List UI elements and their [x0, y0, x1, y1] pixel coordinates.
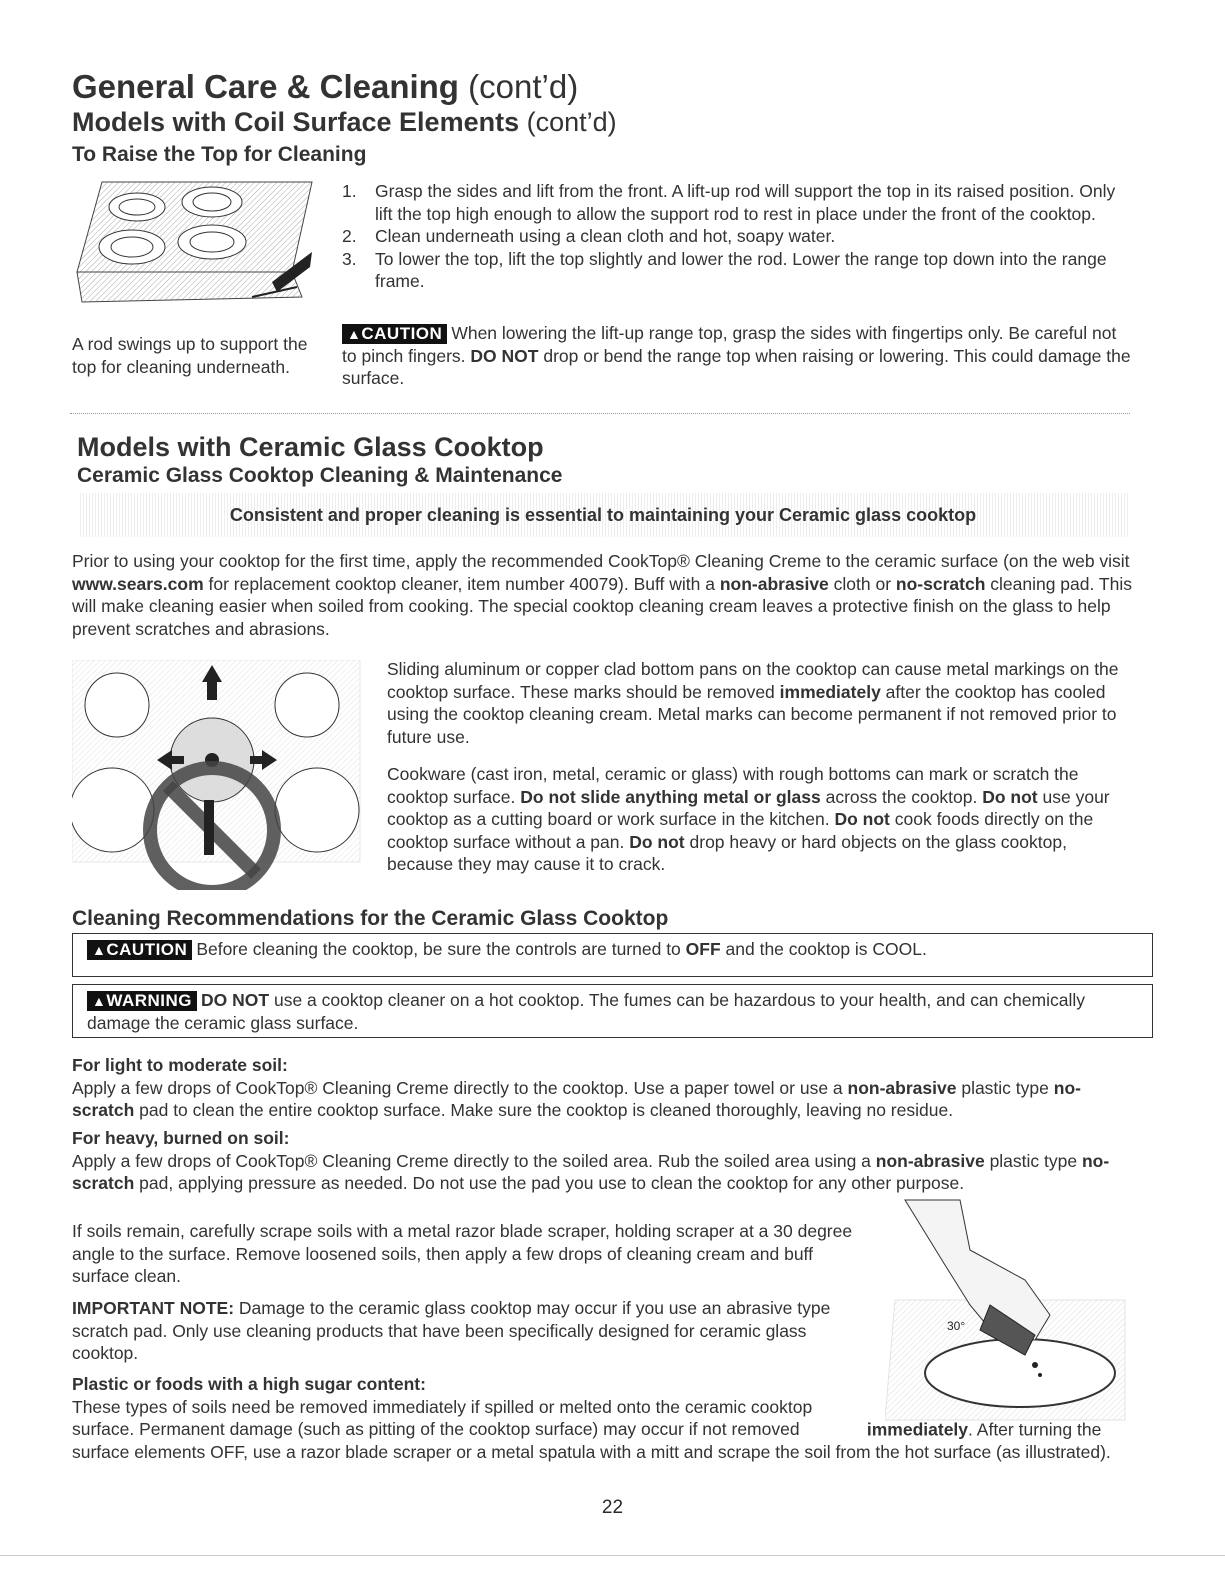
section-heading-coil: Models with Coil Surface Elements (cont’d): [72, 107, 617, 137]
cookware-paragraph: Cookware (cast iron, metal, ceramic or glass) with rough bottoms can mark or scratch the cooktop surface. Do not slide anything metal or glass across the cooktop. Do not use your cooktop as a cutting board or work surface in the kitchen. Do not cook foods directly on the cooktop surface without a pan. Do not drop heavy or hard objects on the glass cooktop, because they may cause it to crack.: [387, 764, 1110, 874]
coil-image-caption: A rod swings up to support the top for cleaning underneath.: [72, 334, 308, 377]
ceramic-intro-paragraph: Prior to using your cooktop for the first time, apply the recommended CookTop® Cleaning Creme to the ceramic surface (on the web visit www.sears.com for replacement cooktop cleaner, item number 40079). Buff with a non-abrasive cloth or no-scratch cleaning pad. This will make cleaning easier when soiled from cooking. The special cooktop cleaning cream leaves a protective finish on the glass to help prevent scratches and abrasions.: [72, 551, 1132, 639]
no-sliding-pans-illustration: [72, 660, 362, 890]
light-soil-section: For light to moderate soil: Apply a few drops of CookTop® Cleaning Creme directly to the cooktop. Use a paper towel or use a non-abrasive plastic type no-scratch pad to clean the entire cooktop surface. Make sure the cooktop is cleaned thoroughly, leaving no residue.: [72, 1055, 1081, 1120]
warning-badge: ▲WARNING: [87, 991, 197, 1011]
section-divider: [70, 413, 1130, 414]
page-title: General Care & Cleaning (cont’d): [72, 68, 579, 105]
coil-cooktop-raised-illustration: [72, 172, 317, 322]
caution-box: ▲CAUTION Before cleaning the cooktop, be sure the controls are turned to OFF and the cooktop is COOL.: [72, 933, 1153, 977]
raise-top-steps: [342, 180, 1132, 293]
heavy-soil-section: For heavy, burned on soil: Apply a few drops of CookTop® Cleaning Creme directly to the soiled area. Rub the soiled area using a non-abrasive plastic type no-scratch pad, applying pressure as needed. Do not use the pad you use to clean the cooktop for any other purpose.: [72, 1128, 1110, 1193]
step-item: 3. To lower the top, lift the top slightly and lower the rod. Lower the range top down into the range frame.: [342, 248, 1107, 291]
caution-lift-top: ▲CAUTION When lowering the lift-up range top, grasp the sides with fingertips only. Be careful not to pinch fingers. DO NOT drop or bend the range top when raising or lowering. This could damage the surface.: [342, 323, 1131, 388]
sears-link-text: www.sears.com: [72, 573, 204, 594]
important-note-paragraph: IMPORTANT NOTE: Damage to the ceramic glass cooktop may occur if you use an abrasive type scratch pad. Only use cleaning products that have been specifically designed for ceramic glass cooktop.: [72, 1298, 831, 1363]
light-soil-heading: For light to moderate soil:: [72, 1055, 288, 1075]
caution-badge: ▲CAUTION: [87, 940, 192, 960]
sugar-content-section: Plastic or foods with a high sugar content: These types of soils need be removed immediately if spilled or melted onto the ceramic cooktop surface. Permanent damage (such as pitting of the cooktop surface) may occur if not removed immediately. After turning the surface elements OFF, use a razor blade scraper or a metal spatula with a mitt and scrape the soil from the hot surface (as illustrated).: [72, 1374, 1111, 1462]
step-item: 1. Grasp the sides and lift from the front. A lift-up rod will support the top in its raised position. Only lift the top high enough to allow the support rod to rest in place under the front of the cooktop.: [342, 181, 1116, 224]
angle-label: 30°: [947, 1319, 966, 1333]
step-item: 2. Clean underneath using a clean cloth and hot, soapy water.: [342, 226, 836, 246]
warning-box: ▲WARNING DO NOT use a cooktop cleaner on a hot cooktop. The fumes can be hazardous to your health, and can chemically damage the ceramic glass surface.: [72, 984, 1153, 1038]
bottom-border: [0, 1555, 1225, 1556]
warning-triangle-icon: ▲: [347, 326, 362, 342]
scraper-illustration: [885, 1195, 1130, 1425]
soils-remain-paragraph: If soils remain, carefully scrape soils with a metal razor blade scraper, holding scraper at a 30 degree angle to the surface. Remove loosened soils, then apply a few drops of cleaning cream and buff surface clean.: [72, 1221, 853, 1286]
warning-triangle-icon: ▲: [92, 942, 107, 958]
subheading-cleaning-recommendations: Cleaning Recommendations for the Ceramic Glass Cooktop: [72, 907, 669, 930]
subheading-raise-top: To Raise the Top for Cleaning: [72, 143, 367, 166]
warning-triangle-icon: ▲: [92, 993, 107, 1009]
maintenance-banner: Consistent and proper cleaning is essential to maintaining your Ceramic glass cooktop: [78, 493, 1128, 537]
subheading-ceramic-maintenance: Ceramic Glass Cooktop Cleaning & Maintenance: [77, 464, 563, 487]
sliding-pans-paragraph: Sliding aluminum or copper clad bottom pans on the cooktop can cause metal markings on the cooktop surface. These marks should be removed immediately after the cooktop has cooled using the cooktop cleaning cream. Metal marks can become permanent if not removed prior to future use.: [387, 659, 1119, 747]
page-number: 22: [601, 1497, 624, 1518]
sugar-heading: Plastic or foods with a high sugar content:: [72, 1374, 426, 1394]
section-heading-ceramic: Models with Ceramic Glass Cooktop: [77, 432, 544, 462]
caution-badge: ▲CAUTION: [342, 324, 447, 344]
heavy-soil-heading: For heavy, burned on soil:: [72, 1128, 290, 1148]
